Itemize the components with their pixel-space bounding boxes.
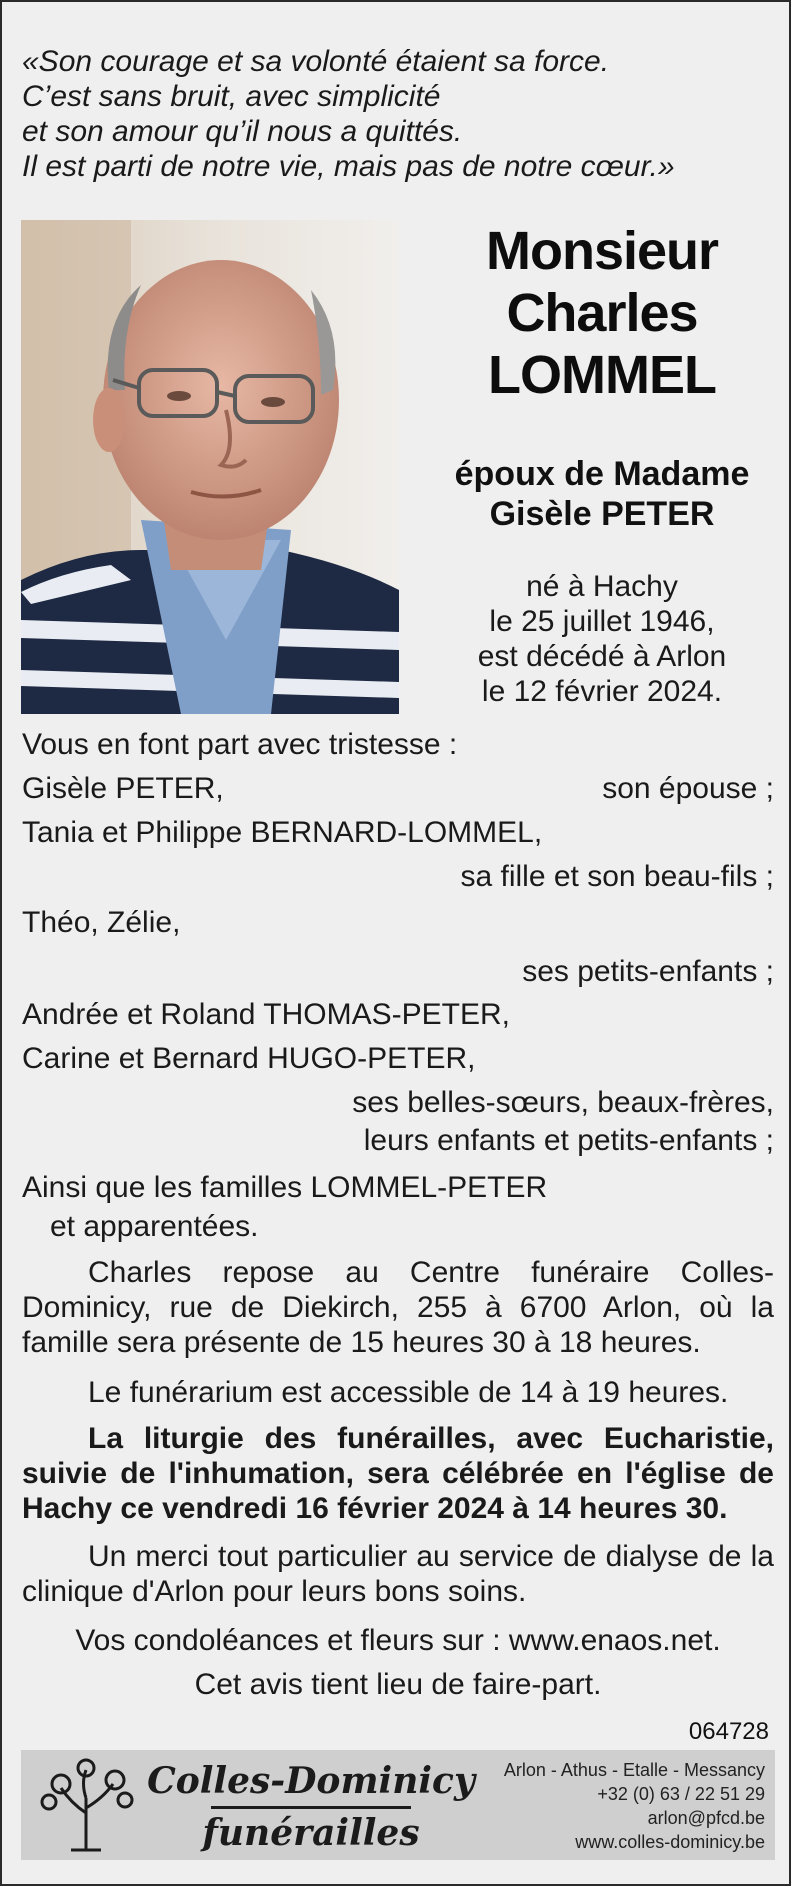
spouse-info bbox=[432, 454, 772, 534]
family-row bbox=[22, 815, 774, 850]
family-relation: sa fille et son beau-fils ; bbox=[460, 860, 774, 893]
brand-divider bbox=[211, 1806, 411, 1809]
access-paragraph: Le funérarium est accessible de 14 à 19 heures. bbox=[88, 1376, 729, 1409]
family-row bbox=[22, 1085, 774, 1120]
quote-line: et son amour qu’il nous a quittés. bbox=[22, 115, 463, 148]
phone-text: +32 (0) 63 / 22 51 29 bbox=[597, 1784, 765, 1804]
tree-logo-icon bbox=[31, 1758, 141, 1854]
name-last: LOMMEL bbox=[488, 345, 716, 405]
notice-line: Cet avis tient lieu de faire-part. bbox=[194, 1668, 602, 1701]
family-row bbox=[22, 954, 774, 989]
family-member: Carine et Bernard HUGO-PETER, bbox=[22, 1042, 476, 1075]
family-row bbox=[22, 771, 774, 806]
deceased-name bbox=[432, 220, 772, 406]
contact-info bbox=[504, 1758, 765, 1854]
locations-text: Arlon - Athus - Etalle - Messancy bbox=[503, 1760, 765, 1780]
born-line: le 25 juillet 1946, bbox=[489, 605, 715, 638]
quote-line: C’est sans bruit, avec simplicité bbox=[22, 80, 441, 113]
family-member: Gisèle PETER, bbox=[22, 772, 224, 805]
family-member: Andrée et Roland THOMAS-PETER, bbox=[22, 998, 510, 1031]
funeral-home-footer bbox=[21, 1750, 775, 1860]
reference-number: 064728 bbox=[688, 1718, 769, 1745]
email-text: arlon@pfcd.be bbox=[647, 1808, 765, 1828]
spouse-line: époux de Madame bbox=[454, 455, 750, 493]
portrait-photo bbox=[21, 220, 399, 714]
family-member: Théo, Zélie, bbox=[22, 906, 181, 939]
family-row bbox=[22, 1041, 774, 1076]
quote-line: Il est parti de notre vie, mais pas de notre cœur.» bbox=[22, 150, 675, 183]
memorial-quote bbox=[22, 44, 782, 184]
family-relation: leurs enfants et petits-enfants ; bbox=[363, 1124, 774, 1157]
brand-subtitle: funérailles bbox=[202, 1812, 420, 1854]
family-relation: son épouse ; bbox=[602, 772, 774, 805]
spouse-line: Gisèle PETER bbox=[489, 495, 715, 533]
family-member: et apparentées. bbox=[50, 1210, 259, 1243]
liturgy-paragraph: La liturgie des funérailles, avec Eucharistie, suivie de l'inhumation, sera célébrée en l'église de Hachy ce vendredi 16 février 2024 à 14 heures 30. bbox=[22, 1422, 774, 1525]
name-first: Charles bbox=[506, 283, 698, 343]
family-row bbox=[22, 1123, 774, 1158]
quote-line: «Son courage et sa volonté étaient sa force. bbox=[22, 45, 610, 78]
born-line: le 12 février 2024. bbox=[481, 675, 723, 708]
name-title: Monsieur bbox=[485, 221, 719, 281]
brand-name: Colles-Dominicy bbox=[147, 1760, 475, 1802]
family-row bbox=[22, 859, 774, 894]
born-line: né à Hachy bbox=[526, 570, 678, 603]
condolences-line: Vos condoléances et fleurs sur : www.enaos.net. bbox=[75, 1624, 721, 1657]
family-relation: ses belles-sœurs, beaux-frères, bbox=[352, 1086, 774, 1119]
family-row bbox=[22, 1170, 774, 1205]
funeral-home-brand bbox=[141, 1760, 481, 1853]
thanks-paragraph: Un merci tout particulier au service de dialyse de la clinique d'Arlon pour leurs bons soins. bbox=[22, 1540, 774, 1608]
family-intro: Vous en font part avec tristesse : bbox=[22, 728, 458, 761]
family-row bbox=[22, 905, 774, 940]
born-line: est décédé à Arlon bbox=[477, 640, 727, 673]
family-member: Ainsi que les familles LOMMEL-PETER bbox=[22, 1171, 548, 1204]
family-row bbox=[22, 997, 774, 1032]
website-text: www.colles-dominicy.be bbox=[575, 1832, 765, 1852]
family-row bbox=[22, 1209, 774, 1244]
family-member: Tania et Philippe BERNARD-LOMMEL, bbox=[22, 816, 543, 849]
repose-paragraph: Charles repose au Centre funéraire Colles-Dominicy, rue de Diekirch, 255 à 6700 Arlon, où la famille sera présente de 15 heures 30 à 18 heures. bbox=[22, 1256, 774, 1359]
family-relation: ses petits-enfants ; bbox=[522, 955, 774, 988]
birth-death-info bbox=[432, 569, 772, 709]
